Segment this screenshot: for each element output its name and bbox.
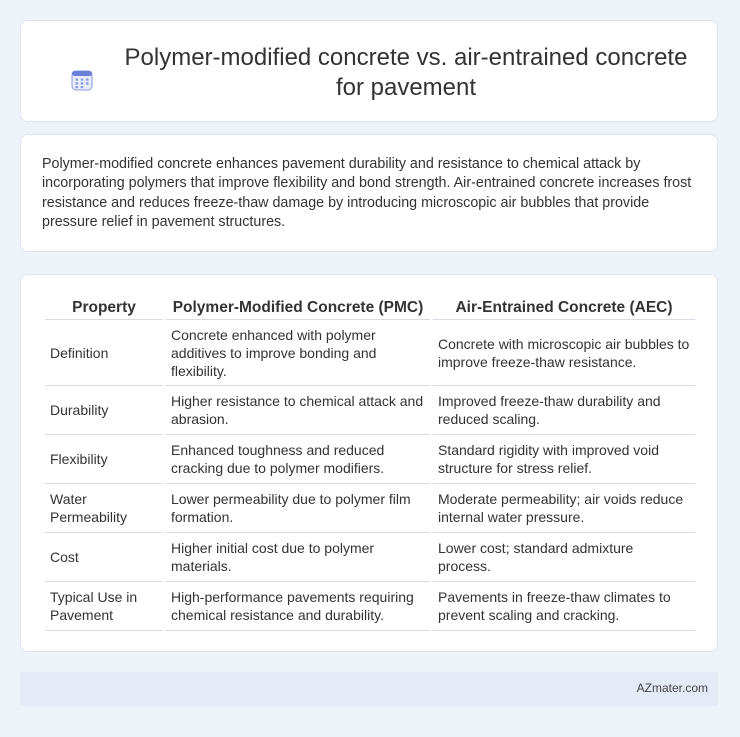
row-aec-value: Improved freeze-thaw durability and reduced scaling. — [433, 386, 695, 435]
row-property: Definition — [45, 320, 163, 386]
summary-paragraph: Polymer-modified concrete enhances pavement durability and resistance to chemical attack by incorporating polymers that improve flexibility and bond strength. Air-entrained concrete increases frost resistance and reduces freeze-thaw damage by introducing microscopic air bubbles that provide pressure relief in pavement structures. — [42, 156, 692, 230]
footer-brand: AZmater.com — [636, 681, 708, 695]
row-aec-value: Pavements in freeze-thaw climates to prevent scaling and cracking. — [433, 582, 695, 631]
row-property: Cost — [45, 533, 163, 582]
row-pmc-value: High-performance pavements requiring chemical resistance and durability. — [166, 582, 430, 631]
header-property: Property — [45, 297, 163, 320]
page-title: Polymer-modified concrete vs. air-entrained concrete for pavement — [124, 44, 688, 101]
footer-bar — [20, 672, 718, 706]
table-row — [45, 484, 695, 533]
table-row — [45, 386, 695, 435]
comparison-card — [20, 274, 718, 652]
summary-card — [20, 134, 718, 252]
header-pmc: Polymer-Modified Concrete (PMC) — [166, 297, 430, 320]
table-row — [45, 582, 695, 631]
table-header-row — [45, 297, 695, 320]
row-pmc-value: Concrete enhanced with polymer additives to improve bonding and flexibility. — [166, 320, 430, 386]
row-pmc-value: Enhanced toughness and reduced cracking due to polymer modifiers. — [166, 435, 430, 484]
row-aec-value: Lower cost; standard admixture process. — [433, 533, 695, 582]
row-pmc-value: Lower permeability due to polymer film formation. — [166, 484, 430, 533]
table-row — [45, 435, 695, 484]
row-aec-value: Concrete with microscopic air bubbles to improve freeze-thaw resistance. — [433, 320, 695, 386]
calendar-icon — [71, 69, 93, 91]
row-aec-value: Moderate permeability; air voids reduce internal water pressure. — [433, 484, 695, 533]
comparison-table — [42, 297, 698, 631]
header-aec: Air-Entrained Concrete (AEC) — [433, 297, 695, 320]
row-property: Flexibility — [45, 435, 163, 484]
row-property: Typical Use in Pavement — [45, 582, 163, 631]
row-pmc-value: Higher resistance to chemical attack and abrasion. — [166, 386, 430, 435]
table-row — [45, 320, 695, 386]
row-pmc-value: Higher initial cost due to polymer materials. — [166, 533, 430, 582]
row-aec-value: Standard rigidity with improved void structure for stress relief. — [433, 435, 695, 484]
title-card — [20, 20, 718, 122]
table-row — [45, 533, 695, 582]
row-property: Water Permeability — [45, 484, 163, 533]
row-property: Durability — [45, 386, 163, 435]
